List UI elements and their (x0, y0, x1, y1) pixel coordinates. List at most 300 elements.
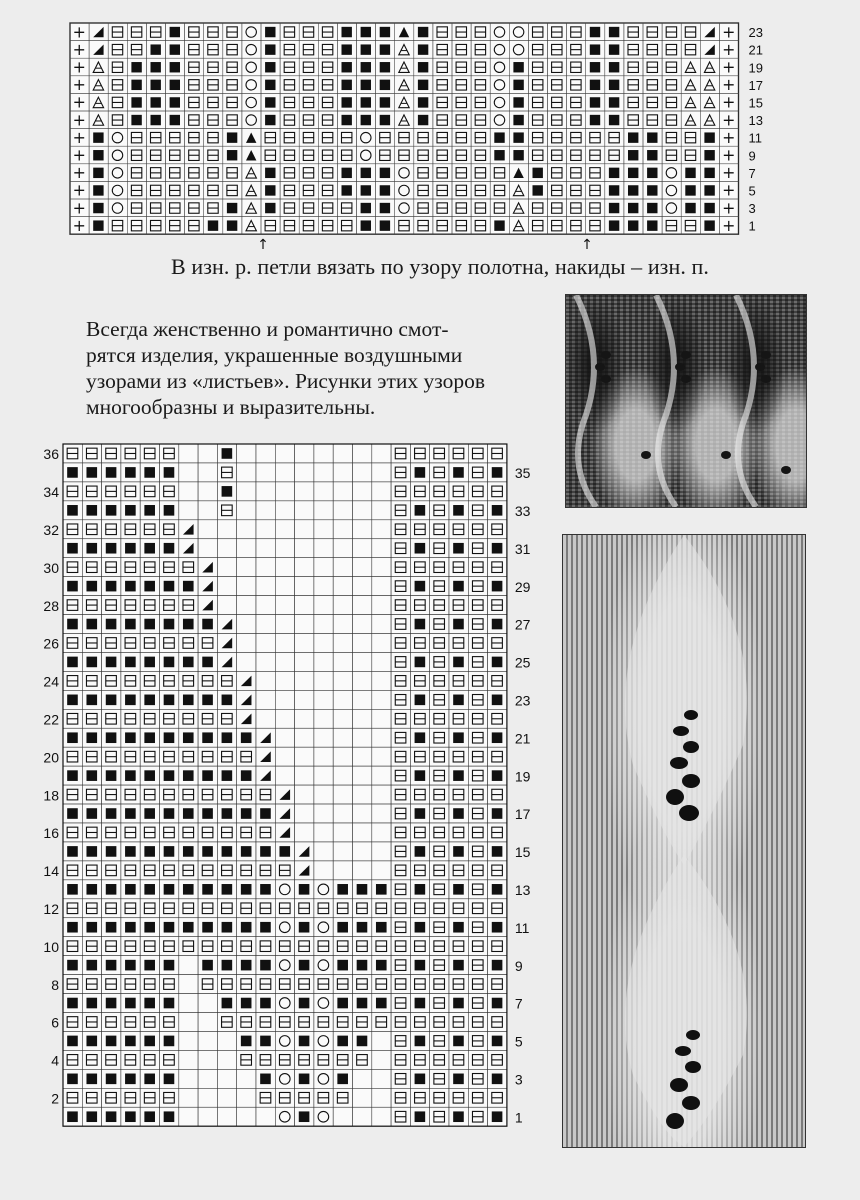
purl-stitch-symbol (415, 732, 426, 743)
purl-stitch-symbol (241, 732, 252, 743)
purl-stitch-symbol (299, 922, 310, 933)
purl-stitch-symbol (86, 581, 97, 592)
edge-stitch-symbol: + (722, 180, 736, 200)
edge-stitch-symbol: + (722, 110, 736, 130)
purl-stitch-symbol (337, 1074, 348, 1085)
purl-stitch-symbol (164, 960, 175, 971)
edge-stitch-symbol: + (722, 198, 736, 218)
knitted-swatch-photo-top (565, 294, 807, 508)
purl-stitch-symbol (415, 695, 426, 706)
purl-stitch-symbol (202, 619, 213, 630)
row-number: 3 (748, 201, 756, 217)
purl-stitch-symbol (106, 543, 117, 554)
purl-stitch-symbol (67, 657, 78, 668)
row-number: 17 (748, 77, 763, 93)
row-number: 23 (748, 25, 763, 41)
purl-stitch-symbol (453, 960, 464, 971)
purl-stitch-symbol (260, 846, 271, 857)
purl-stitch-symbol (144, 543, 155, 554)
edge-stitch-symbol: + (722, 215, 736, 235)
purl-stitch-symbol (164, 1036, 175, 1047)
purl-stitch-symbol (415, 1111, 426, 1122)
purl-stitch-symbol (376, 998, 387, 1009)
purl-stitch-symbol (106, 884, 117, 895)
row-number-left: 34 (43, 484, 59, 501)
purl-stitch-symbol (125, 543, 136, 554)
purl-stitch-symbol (337, 1036, 348, 1047)
row-number-left: 22 (43, 711, 59, 728)
leaf-motif-overlay (566, 295, 806, 507)
purl-stitch-symbol (202, 732, 213, 743)
row-number-right: 15 (514, 844, 531, 861)
repeat-marker-arrow: ↑ (257, 237, 269, 250)
row-number-left: 8 (51, 976, 59, 993)
edge-stitch-symbol: + (72, 163, 86, 183)
purl-stitch-symbol (492, 657, 503, 668)
purl-stitch-symbol (260, 1074, 271, 1085)
edge-stitch-symbol: + (72, 110, 86, 130)
purl-stitch-symbol (260, 1036, 271, 1047)
row-number-right: 11 (514, 919, 530, 936)
purl-stitch-symbol (67, 581, 78, 592)
purl-stitch-symbol (164, 467, 175, 478)
edge-stitch-symbol: + (72, 75, 86, 95)
purl-stitch-symbol (144, 505, 155, 516)
purl-stitch-symbol (106, 922, 117, 933)
purl-stitch-symbol (144, 732, 155, 743)
paragraph-line: многообразны и выразительны. (86, 395, 376, 419)
purl-stitch-symbol (415, 619, 426, 630)
edge-stitch-symbol: + (722, 163, 736, 183)
edge-stitch-symbol: + (722, 145, 736, 165)
purl-stitch-symbol (125, 1111, 136, 1122)
row-number: 11 (748, 130, 762, 146)
purl-stitch-symbol (183, 732, 194, 743)
edge-stitch-symbol: + (72, 22, 86, 42)
row-number-left: 18 (43, 787, 59, 804)
row-number-right: 23 (514, 692, 531, 709)
purl-stitch-symbol (453, 1074, 464, 1085)
purl-stitch-symbol (144, 657, 155, 668)
purl-stitch-symbol (67, 505, 78, 516)
edge-stitch-symbol: + (72, 145, 86, 165)
purl-stitch-symbol (222, 486, 233, 497)
row-number-left: 28 (43, 597, 59, 614)
purl-stitch-symbol (183, 846, 194, 857)
purl-stitch-symbol (106, 808, 117, 819)
purl-stitch-symbol (144, 619, 155, 630)
edge-stitch-symbol: + (722, 127, 736, 147)
row-number-left: 6 (51, 1014, 59, 1031)
repeat-marker-arrow: ↑ (581, 237, 593, 250)
purl-stitch-symbol (415, 581, 426, 592)
purl-stitch-symbol (415, 960, 426, 971)
purl-stitch-symbol (222, 960, 233, 971)
purl-stitch-symbol (222, 448, 233, 459)
purl-stitch-symbol (144, 846, 155, 857)
edge-stitch-symbol: + (722, 39, 736, 59)
purl-stitch-symbol (86, 960, 97, 971)
row-number-left: 20 (43, 749, 59, 766)
purl-stitch-symbol (86, 884, 97, 895)
purl-stitch-symbol (453, 998, 464, 1009)
purl-stitch-symbol (357, 998, 368, 1009)
purl-stitch-symbol (106, 846, 117, 857)
purl-stitch-symbol (241, 998, 252, 1009)
row-number-left: 30 (43, 559, 59, 576)
purl-stitch-symbol (241, 808, 252, 819)
purl-stitch-symbol (222, 922, 233, 933)
purl-stitch-symbol (164, 505, 175, 516)
row-number-right: 19 (514, 768, 531, 785)
purl-stitch-symbol (453, 695, 464, 706)
purl-stitch-symbol (86, 543, 97, 554)
purl-stitch-symbol (453, 505, 464, 516)
purl-stitch-symbol (106, 619, 117, 630)
purl-stitch-symbol (164, 922, 175, 933)
purl-stitch-symbol (144, 1111, 155, 1122)
edge-stitch-symbol: + (722, 75, 736, 95)
purl-stitch-symbol (164, 808, 175, 819)
purl-stitch-symbol (183, 619, 194, 630)
purl-stitch-symbol (415, 543, 426, 554)
purl-stitch-symbol (67, 467, 78, 478)
purl-stitch-symbol (164, 1111, 175, 1122)
purl-stitch-symbol (241, 846, 252, 857)
purl-stitch-symbol (415, 505, 426, 516)
row-number-left: 4 (51, 1052, 59, 1069)
row-number-right: 7 (514, 995, 523, 1012)
purl-stitch-symbol (279, 846, 290, 857)
knitted-swatch-photo-bottom (562, 534, 806, 1148)
edge-stitch-symbol: + (722, 22, 736, 42)
purl-stitch-symbol (222, 998, 233, 1009)
purl-stitch-symbol (202, 695, 213, 706)
row-number-right: 25 (514, 654, 531, 671)
row-number-left: 12 (43, 900, 59, 917)
purl-stitch-symbol (202, 808, 213, 819)
edge-stitch-symbol: + (72, 215, 86, 235)
edge-stitch-symbol: + (72, 39, 86, 59)
purl-stitch-symbol (492, 998, 503, 1009)
purl-stitch-symbol (492, 732, 503, 743)
edge-stitch-symbol: + (722, 57, 736, 77)
purl-stitch-symbol (67, 1111, 78, 1122)
purl-stitch-symbol (492, 1036, 503, 1047)
purl-stitch-symbol (86, 695, 97, 706)
row-number: 1 (748, 218, 756, 234)
edge-stitch-symbol: + (72, 127, 86, 147)
edge-stitch-symbol: + (72, 57, 86, 77)
purl-stitch-symbol (222, 808, 233, 819)
paragraph-line: Всегда женственно и романтично смот- (86, 317, 449, 341)
purl-stitch-symbol (492, 581, 503, 592)
purl-stitch-symbol (492, 846, 503, 857)
purl-stitch-symbol (125, 505, 136, 516)
purl-stitch-symbol (492, 467, 503, 478)
purl-stitch-symbol (376, 922, 387, 933)
purl-stitch-symbol (376, 960, 387, 971)
purl-stitch-symbol (453, 732, 464, 743)
purl-stitch-symbol (492, 808, 503, 819)
purl-stitch-symbol (86, 846, 97, 857)
row-number-left: 32 (43, 521, 59, 538)
purl-stitch-symbol (164, 770, 175, 781)
purl-stitch-symbol (86, 770, 97, 781)
purl-stitch-symbol (67, 732, 78, 743)
row-number-right: 33 (514, 503, 531, 520)
purl-stitch-symbol (492, 770, 503, 781)
purl-stitch-symbol (415, 1036, 426, 1047)
purl-stitch-symbol (86, 1036, 97, 1047)
purl-stitch-symbol (106, 467, 117, 478)
purl-stitch-symbol (86, 1074, 97, 1085)
purl-stitch-symbol (357, 960, 368, 971)
purl-stitch-symbol (144, 960, 155, 971)
purl-stitch-symbol (260, 808, 271, 819)
purl-stitch-symbol (299, 998, 310, 1009)
purl-stitch-symbol (144, 922, 155, 933)
purl-stitch-symbol (492, 1111, 503, 1122)
paragraph-line: узорами из «листьев». Рисунки этих узоров (86, 369, 486, 393)
purl-stitch-symbol (299, 884, 310, 895)
purl-stitch-symbol (67, 1074, 78, 1085)
purl-stitch-symbol (86, 1111, 97, 1122)
purl-stitch-symbol (453, 467, 464, 478)
row-number-right: 35 (514, 465, 531, 482)
purl-stitch-symbol (241, 922, 252, 933)
purl-stitch-symbol (202, 884, 213, 895)
purl-stitch-symbol (106, 505, 117, 516)
purl-stitch-symbol (164, 581, 175, 592)
purl-stitch-symbol (357, 1036, 368, 1047)
row-number: 21 (748, 42, 763, 58)
purl-stitch-symbol (125, 581, 136, 592)
purl-stitch-symbol (125, 846, 136, 857)
purl-stitch-symbol (144, 695, 155, 706)
purl-stitch-symbol (125, 1074, 136, 1085)
purl-stitch-symbol (202, 770, 213, 781)
row-number-left: 10 (43, 938, 59, 955)
purl-stitch-symbol (144, 998, 155, 1009)
purl-stitch-symbol (125, 619, 136, 630)
purl-stitch-symbol (144, 1036, 155, 1047)
row-number-right: 13 (514, 882, 531, 899)
edge-stitch-symbol: + (72, 180, 86, 200)
row-number: 19 (748, 60, 763, 76)
row-number: 13 (748, 113, 763, 129)
purl-stitch-symbol (183, 581, 194, 592)
row-number-right: 3 (514, 1071, 523, 1088)
purl-stitch-symbol (106, 960, 117, 971)
row-number-left: 24 (43, 673, 59, 690)
row-number-right: 29 (514, 578, 531, 595)
purl-stitch-symbol (492, 619, 503, 630)
purl-stitch-symbol (415, 1074, 426, 1085)
purl-stitch-symbol (415, 808, 426, 819)
purl-stitch-symbol (125, 884, 136, 895)
purl-stitch-symbol (144, 581, 155, 592)
purl-stitch-symbol (125, 657, 136, 668)
purl-stitch-symbol (106, 581, 117, 592)
purl-stitch-symbol (202, 922, 213, 933)
row-number-right: 9 (514, 957, 523, 974)
leaf-motif-overlay (563, 535, 805, 1147)
purl-stitch-symbol (376, 884, 387, 895)
row-number: 9 (748, 148, 756, 164)
purl-stitch-symbol (453, 1111, 464, 1122)
purl-stitch-symbol (67, 543, 78, 554)
purl-stitch-symbol (144, 770, 155, 781)
purl-stitch-symbol (125, 922, 136, 933)
row-number-right: 21 (514, 730, 531, 747)
purl-stitch-symbol (106, 732, 117, 743)
purl-stitch-symbol (299, 1111, 310, 1122)
purl-stitch-symbol (222, 770, 233, 781)
purl-stitch-symbol (67, 960, 78, 971)
purl-stitch-symbol (164, 846, 175, 857)
purl-stitch-symbol (86, 732, 97, 743)
purl-stitch-symbol (202, 960, 213, 971)
purl-stitch-symbol (86, 505, 97, 516)
row-number-left: 16 (43, 825, 59, 842)
purl-stitch-symbol (106, 998, 117, 1009)
purl-stitch-symbol (492, 884, 503, 895)
row-number-right: 5 (514, 1033, 523, 1050)
purl-stitch-symbol (125, 770, 136, 781)
row-number-left: 26 (43, 635, 59, 652)
purl-stitch-symbol (492, 543, 503, 554)
purl-stitch-symbol (164, 695, 175, 706)
purl-stitch-symbol (106, 657, 117, 668)
row-number-right: 1 (514, 1109, 523, 1126)
purl-stitch-symbol (125, 1036, 136, 1047)
purl-stitch-symbol (453, 543, 464, 554)
purl-stitch-symbol (241, 884, 252, 895)
purl-stitch-symbol (492, 505, 503, 516)
purl-stitch-symbol (183, 695, 194, 706)
purl-stitch-symbol (453, 770, 464, 781)
purl-stitch-symbol (106, 1074, 117, 1085)
purl-stitch-symbol (164, 884, 175, 895)
purl-stitch-symbol (260, 884, 271, 895)
purl-stitch-symbol (125, 960, 136, 971)
row-number: 5 (748, 183, 756, 199)
big-chart-grid (63, 444, 507, 1126)
purl-stitch-symbol (86, 619, 97, 630)
row-number-left: 2 (51, 1090, 59, 1107)
purl-stitch-symbol (492, 922, 503, 933)
purl-stitch-symbol (415, 657, 426, 668)
purl-stitch-symbol (453, 846, 464, 857)
purl-stitch-symbol (183, 884, 194, 895)
purl-stitch-symbol (164, 732, 175, 743)
purl-stitch-symbol (453, 619, 464, 630)
purl-stitch-symbol (86, 467, 97, 478)
purl-stitch-symbol (67, 770, 78, 781)
purl-stitch-symbol (492, 1074, 503, 1085)
purl-stitch-symbol (453, 922, 464, 933)
purl-stitch-symbol (144, 884, 155, 895)
purl-stitch-symbol (106, 1111, 117, 1122)
purl-stitch-symbol (202, 657, 213, 668)
row-number-right: 31 (514, 540, 531, 557)
edge-stitch-symbol: + (722, 92, 736, 112)
edge-stitch-symbol: + (72, 198, 86, 218)
purl-stitch-symbol (183, 808, 194, 819)
purl-stitch-symbol (415, 922, 426, 933)
paragraph-line: рятся изделия, украшенные воздушными (86, 343, 463, 367)
purl-stitch-symbol (67, 998, 78, 1009)
purl-stitch-symbol (67, 922, 78, 933)
purl-stitch-symbol (202, 846, 213, 857)
purl-stitch-symbol (67, 695, 78, 706)
purl-stitch-symbol (299, 1074, 310, 1085)
purl-stitch-symbol (337, 960, 348, 971)
purl-stitch-symbol (183, 770, 194, 781)
purl-stitch-symbol (164, 998, 175, 1009)
purl-stitch-symbol (453, 1036, 464, 1047)
purl-stitch-symbol (453, 581, 464, 592)
purl-stitch-symbol (415, 884, 426, 895)
purl-stitch-symbol (453, 808, 464, 819)
purl-stitch-symbol (241, 1036, 252, 1047)
row-number: 7 (748, 165, 756, 181)
purl-stitch-symbol (164, 619, 175, 630)
purl-stitch-symbol (106, 1036, 117, 1047)
purl-stitch-symbol (86, 808, 97, 819)
purl-stitch-symbol (415, 846, 426, 857)
purl-stitch-symbol (144, 808, 155, 819)
row-number-left: 14 (43, 863, 59, 880)
purl-stitch-symbol (144, 467, 155, 478)
purl-stitch-symbol (125, 998, 136, 1009)
purl-stitch-symbol (125, 695, 136, 706)
purl-stitch-symbol (164, 1074, 175, 1085)
purl-stitch-symbol (357, 884, 368, 895)
purl-stitch-symbol (144, 1074, 155, 1085)
row-number: 15 (748, 95, 763, 111)
purl-stitch-symbol (222, 884, 233, 895)
purl-stitch-symbol (125, 467, 136, 478)
purl-stitch-symbol (125, 732, 136, 743)
purl-stitch-symbol (183, 922, 194, 933)
row-number-left: 36 (43, 446, 59, 463)
purl-stitch-symbol (125, 808, 136, 819)
purl-stitch-symbol (299, 1036, 310, 1047)
purl-stitch-symbol (492, 960, 503, 971)
purl-stitch-symbol (453, 884, 464, 895)
purl-stitch-symbol (453, 657, 464, 668)
purl-stitch-symbol (357, 922, 368, 933)
row-number-right: 17 (514, 806, 531, 823)
purl-stitch-symbol (86, 922, 97, 933)
purl-stitch-symbol (260, 922, 271, 933)
chart-caption: В изн. р. петли вязать по узору полотна, накиды – изн. п. (170, 254, 710, 279)
edge-stitch-symbol: + (72, 92, 86, 112)
purl-stitch-symbol (241, 770, 252, 781)
purl-stitch-symbol (222, 732, 233, 743)
purl-stitch-symbol (67, 884, 78, 895)
purl-stitch-symbol (337, 884, 348, 895)
purl-stitch-symbol (67, 846, 78, 857)
purl-stitch-symbol (492, 695, 503, 706)
purl-stitch-symbol (415, 770, 426, 781)
purl-stitch-symbol (415, 998, 426, 1009)
purl-stitch-symbol (67, 619, 78, 630)
purl-stitch-symbol (164, 657, 175, 668)
purl-stitch-symbol (241, 960, 252, 971)
